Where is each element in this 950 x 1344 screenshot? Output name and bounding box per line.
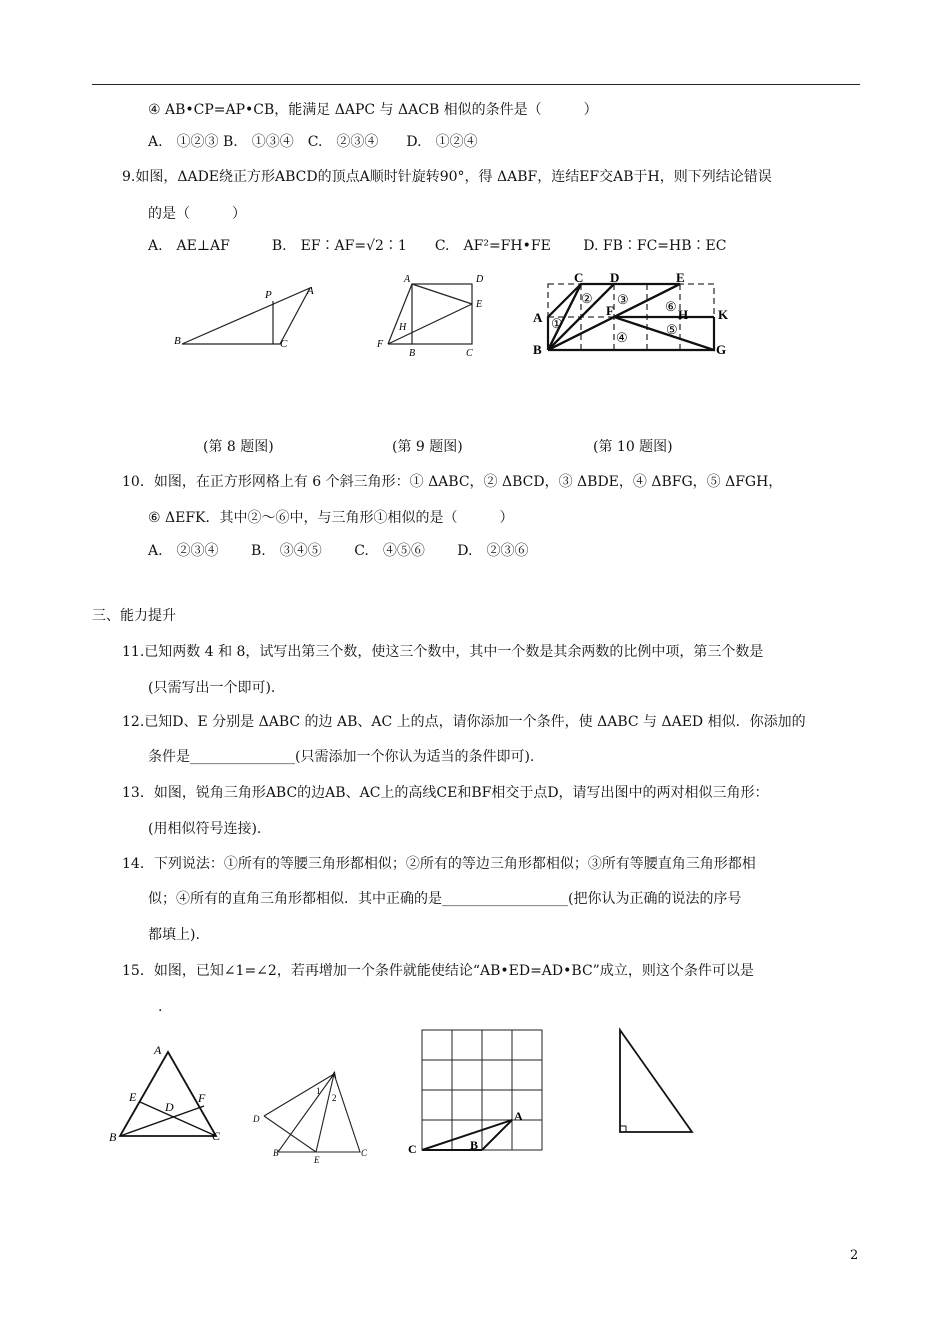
label-f: F	[198, 1091, 206, 1105]
figure-q9	[372, 268, 482, 363]
right-angle-mark	[620, 1126, 626, 1132]
q8-condition-4: ④ AB•CP=AP•CB，能满足 ΔAPC 与 ΔACB 相似的条件是（ ）	[148, 102, 598, 118]
label-b: B	[533, 342, 542, 357]
label-b: B	[273, 1148, 279, 1158]
label-h: H	[678, 307, 689, 322]
label-f: F	[606, 303, 614, 318]
segment-ad	[264, 1074, 334, 1116]
label-h: H	[399, 322, 407, 333]
label-b: B	[470, 1138, 479, 1152]
label-b: B	[409, 348, 416, 359]
label-b: B	[174, 335, 181, 347]
region-2: ②	[581, 291, 593, 306]
q9-line-2: 的是（ ）	[148, 206, 246, 222]
figure-q13	[104, 1040, 229, 1150]
q11-line-1: 11.已知两数 4 和 8，试写出第三个数，使这三个数中，其中一个数是其余两数的比例中项，第三个数是	[122, 644, 764, 660]
label-c: C	[361, 1148, 368, 1158]
label-c: C	[212, 1129, 221, 1143]
region-6: ⑥	[665, 299, 677, 314]
region-1: ①	[551, 316, 563, 331]
square-grid	[422, 1030, 542, 1150]
label-e: E	[129, 1090, 137, 1104]
q12-line-1: 12.已知D、E 分别是 ΔABC 的边 AB、AC 上的点，请你添加一个条件，使 ΔABC 与 ΔAED 相似．你添加的	[122, 714, 806, 730]
square-abcd	[412, 284, 472, 344]
q13-line-2: (用相似符号连接).	[148, 821, 262, 837]
q13-line-1: 13．如图，锐角三角形ABC的边AB、AC上的高线CE和BF相交于点D，请写出图中的两对相似三角形：	[122, 785, 769, 801]
label-a: A	[533, 310, 543, 325]
page-number: 2	[850, 1248, 859, 1263]
q9-options: A. AE⊥AF B. EF∶AF=√2∶1 C. AF²=FH•FE D. FB∶FC=HB∶EC	[148, 238, 727, 254]
figure-right-triangle	[612, 1024, 702, 1139]
label-d: D	[165, 1100, 174, 1114]
label-a: A	[404, 274, 411, 285]
caption-fig8: (第 8 题图)	[203, 439, 274, 455]
q12-line-2: 条件是_______________(只需添加一个你认为适当的条件即可).	[148, 749, 535, 765]
header-rule	[92, 84, 860, 85]
q9-line-1: 9.如图，ΔADE绕正方形ABCD的顶点A顺时针旋转90°，得 ΔABF，连结EF交AB于H，则下列结论错误	[122, 169, 772, 185]
segment-de	[264, 1116, 316, 1152]
label-f: F	[377, 339, 384, 350]
q15-line-2: .	[158, 999, 163, 1015]
label-d: D	[610, 270, 620, 285]
label-a: A	[154, 1043, 162, 1057]
region-5: ⑤	[666, 322, 678, 337]
label-c: C	[280, 338, 288, 350]
label-e: E	[676, 270, 685, 285]
caption-fig9: (第 9 题图)	[392, 439, 463, 455]
label-e: E	[476, 299, 483, 310]
label-c: C	[466, 348, 473, 359]
q10-options: A. ②③④ B. ③④⑤ C. ④⑤⑥ D. ②③⑥	[148, 543, 529, 559]
label-b: B	[109, 1130, 117, 1144]
caption-fig10: (第 10 题图)	[593, 439, 673, 455]
region-4: ④	[616, 330, 628, 345]
label-c: C	[408, 1142, 417, 1156]
label-d: D	[476, 274, 484, 285]
q15-line-1: 15．如图，已知∠1=∠2，若再增加一个条件就能使结论“AB•ED=AD•BC”成立，则这个条件可以是	[122, 963, 754, 979]
figure-q15	[248, 1064, 378, 1164]
q14-line-3: 都填上).	[148, 927, 200, 943]
label-e: E	[314, 1155, 320, 1165]
label-a: A	[514, 1109, 523, 1123]
angle-2: 2	[332, 1093, 337, 1103]
q10-line-2: ⑥ ΔEFK．其中②～⑥中，与三角形①相似的是（ ）	[148, 510, 514, 526]
label-d: D	[253, 1114, 260, 1124]
q14-line-1: 14．下列说法：①所有的等腰三角形都相似；②所有的等边三角形都相似；③所有等腰直角三角形都相	[122, 856, 756, 872]
figure-q8	[170, 278, 320, 353]
region-3: ③	[617, 292, 629, 307]
q14-line-2: 似；④所有的直角三角形都相似．其中正确的是__________________(把你认为正确的说法的序号	[148, 891, 742, 907]
segment-bf	[120, 1106, 204, 1136]
segment-af	[388, 284, 412, 344]
label-a: A	[331, 1070, 337, 1080]
angle-1: 1	[316, 1086, 321, 1096]
triangle-abc	[422, 1120, 512, 1150]
label-g: G	[716, 342, 727, 357]
label-c: C	[574, 270, 584, 285]
figure-q10	[530, 268, 740, 363]
triangle-abc	[182, 288, 310, 344]
label-a: A	[307, 285, 314, 297]
q11-line-2: (只需写出一个即可).	[148, 680, 276, 696]
figure-grid	[402, 1022, 552, 1162]
section-3-heading: 三、能力提升	[92, 608, 176, 624]
q10-line-1: 10．如图，在正方形网格上有 6 个斜三角形：① ΔABC，② ΔBCD，③ ΔBDE，④ ΔBFG，⑤ ΔFGH，	[122, 474, 783, 490]
label-p: P	[265, 289, 272, 301]
right-triangle	[620, 1030, 692, 1132]
segment-ce	[140, 1102, 216, 1136]
label-k: K	[718, 307, 729, 322]
q8-options: A. ①②③ B. ①③④ C. ②③④ D. ①②④	[148, 134, 478, 150]
segment-ae	[412, 284, 472, 304]
